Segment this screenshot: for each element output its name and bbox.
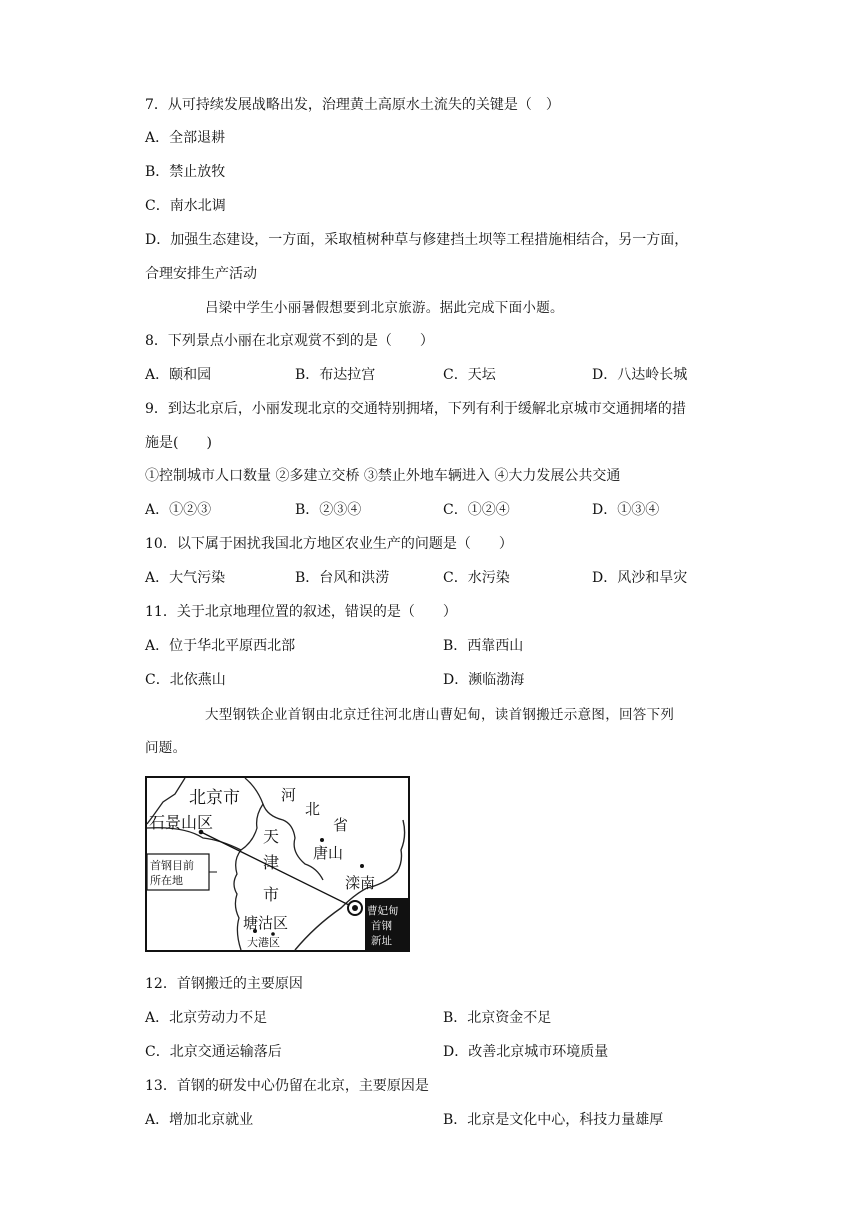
map-label-shi: 市 (263, 885, 280, 904)
map-label-tian: 天 (263, 827, 280, 846)
q10-stem: 10．以下属于困扰我国北方地区农业生产的问题是（ ） (145, 536, 513, 552)
q9-option-a[interactable]: A．①②③ (145, 502, 212, 518)
q12-stem: 12．首钢搬迁的主要原因 (145, 976, 303, 992)
q11-option-d[interactable]: D．濒临渤海 (443, 672, 525, 688)
reading-intro-2-continued: 问题。 (145, 740, 187, 756)
map-label-new-site-1: 首钢 (371, 920, 392, 932)
map-label-old-site-1: 首钢目前 (150, 859, 194, 872)
q9-stem: 9．到达北京后，小丽发现北京的交通特别拥堵，下列有利于缓解北京城市交通拥堵的措 (145, 401, 686, 417)
map-label-jin: 津 (263, 853, 280, 872)
map-label-he: 河 (281, 786, 297, 804)
q8-option-d[interactable]: D．八达岭长城 (592, 367, 688, 383)
q7-stem: 7．从可持续发展战略出发，治理黄土高原水土流失的关键是（ ） (145, 97, 560, 113)
q8-option-c[interactable]: C．天坛 (443, 367, 496, 383)
q12-option-d[interactable]: D．改善北京城市环境质量 (443, 1044, 609, 1060)
map-label-tangshan: 唐山 (313, 844, 344, 862)
q12-option-b[interactable]: B．北京资金不足 (443, 1010, 552, 1026)
q13-option-a[interactable]: A．增加北京就业 (145, 1112, 254, 1128)
q8-option-a[interactable]: A．颐和园 (145, 367, 212, 383)
q12-option-a[interactable]: A．北京劳动力不足 (145, 1010, 268, 1026)
map-label-bei: 北 (305, 800, 321, 818)
q12-option-c[interactable]: C．北京交通运输落后 (145, 1044, 282, 1060)
map-label-sheng: 省 (333, 816, 349, 834)
map-label-luannan: 滦南 (345, 874, 376, 892)
reading-intro-2: 大型钢铁企业首钢由北京迁往河北唐山曹妃甸，读首钢搬迁示意图，回答下列 (205, 707, 675, 723)
q11-option-a[interactable]: A．位于华北平原西北部 (145, 638, 296, 654)
q11-option-c[interactable]: C．北依燕山 (145, 672, 226, 688)
map-label-dagang: 大港区 (247, 936, 280, 949)
q9-stem-continued: 施是( ) (145, 435, 212, 451)
q11-option-b[interactable]: B．西靠西山 (443, 638, 524, 654)
q9-items: ①控制城市人口数量 ②多建立交桥 ③禁止外地车辆进入 ④大力发展公共交通 (145, 468, 621, 484)
q13-option-b[interactable]: B．北京是文化中心，科技力量雄厚 (443, 1112, 664, 1128)
map-label-caofeidian: 曹妃甸 (367, 905, 399, 917)
reading-intro-1: 吕梁中学生小丽暑假想要到北京旅游。据此完成下面小题。 (205, 300, 564, 316)
q10-option-a[interactable]: A．大气污染 (145, 570, 226, 586)
q10-option-c[interactable]: C．水污染 (443, 570, 510, 586)
q7-option-d[interactable]: D．加强生态建设，一方面，采取植树种草与修建挡土坝等工程措施相结合，另一方面， (145, 232, 689, 248)
q10-option-d[interactable]: D．风沙和旱灾 (592, 570, 688, 586)
map-label-beijing: 北京市 (189, 788, 240, 808)
map-label-shijingshan: 石景山区 (149, 813, 214, 832)
map-label-tanggu: 塘沽区 (243, 914, 289, 932)
q7-option-c[interactable]: C．南水北调 (145, 198, 226, 214)
map-label-old-site-2: 所在地 (150, 874, 183, 887)
q7-option-d-continued: 合理安排生产活动 (145, 266, 257, 282)
q13-stem: 13．首钢的研发中心仍留在北京，主要原因是 (145, 1078, 429, 1094)
q9-option-d[interactable]: D．①③④ (592, 502, 660, 518)
q7-option-b[interactable]: B．禁止放牧 (145, 164, 226, 180)
map-label-new-site-2: 新址 (371, 935, 392, 947)
q9-option-c[interactable]: C．①②④ (443, 502, 510, 518)
q11-stem: 11．关于北京地理位置的叙述，错误的是（ ） (145, 604, 457, 620)
q7-option-a[interactable]: A．全部退耕 (145, 130, 226, 146)
q8-stem: 8．下列景点小丽在北京观赏不到的是（ ） (145, 333, 434, 349)
q9-option-b[interactable]: B．②③④ (295, 502, 362, 518)
shougang-relocation-map (145, 776, 410, 952)
q8-option-b[interactable]: B．布达拉宫 (295, 367, 376, 383)
q10-option-b[interactable]: B．台风和洪涝 (295, 570, 390, 586)
